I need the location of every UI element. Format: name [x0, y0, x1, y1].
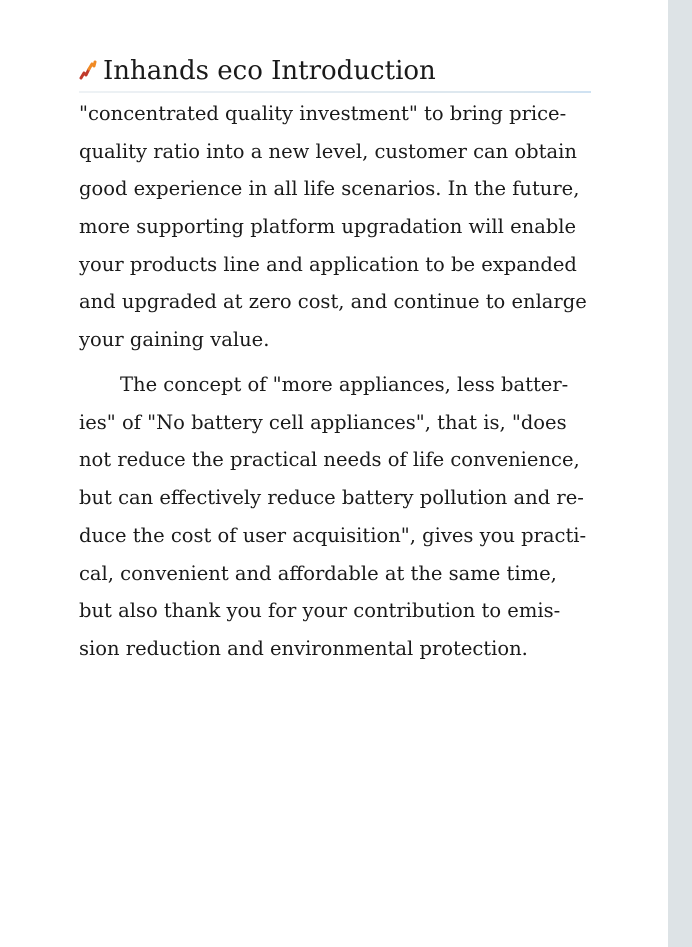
vertical-scrollbar[interactable] — [668, 0, 692, 947]
text-line: ies" of "No battery cell appliances", that is, "does — [79, 411, 567, 434]
text-line: but also thank you for your contribution to emis- — [79, 599, 561, 622]
page-title: Inhands eco Introduction — [103, 56, 436, 86]
text-line: sion reduction and environmental protection. — [79, 637, 528, 660]
title-divider — [79, 91, 591, 93]
zigzag-logo-icon — [79, 59, 97, 81]
text-line: duce the cost of user acquisition", gives you practi- — [79, 524, 587, 547]
text-line: but can effectively reduce battery pollution and re- — [79, 486, 584, 509]
text-line: more supporting platform upgradation will enable — [79, 215, 577, 238]
text-line: your products line and application to be expanded — [79, 253, 577, 276]
text-line: The concept of "more appliances, less batter- — [120, 373, 569, 396]
text-line: and upgraded at zero cost, and continue to enlarge — [79, 290, 587, 313]
text-line: "concentrated quality investment" to bring price- — [79, 102, 567, 125]
text-line: not reduce the practical needs of life convenience, — [79, 448, 580, 471]
page-header — [79, 54, 591, 94]
text-line: quality ratio into a new level, customer can obtain — [79, 140, 577, 163]
text-line: your gaining value. — [79, 328, 270, 351]
text-line: good experience in all life scenarios. In the future, — [79, 177, 580, 200]
text-line: cal, convenient and affordable at the same time, — [79, 562, 557, 585]
